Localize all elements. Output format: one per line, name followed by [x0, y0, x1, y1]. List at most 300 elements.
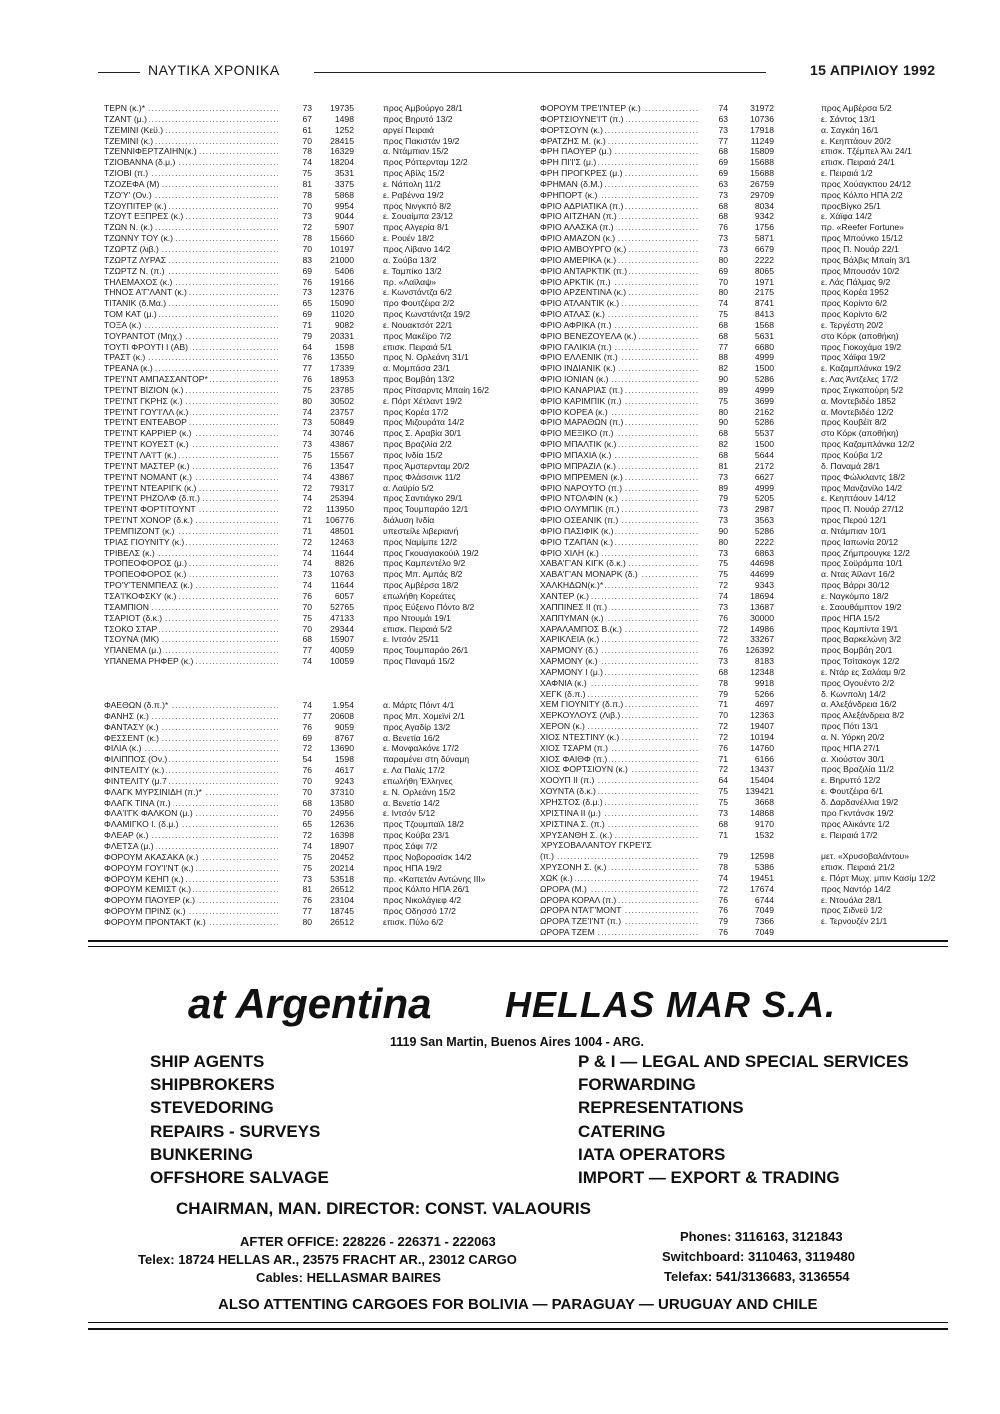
ship-name-cell	[540, 493, 698, 504]
tonnage: 8183	[754, 656, 774, 667]
voyage-status: επισκ. Πειραιά 24/1	[821, 157, 895, 168]
ship-name: ΤΖΟΥΤ ΕΞΠΡΕΣ (κ.)	[104, 211, 184, 222]
ship-name-cell	[104, 363, 278, 374]
build-year: 73	[718, 601, 728, 612]
tonnage: 17674	[750, 883, 774, 894]
tonnage: 8413	[754, 309, 774, 320]
ship-name: ΦΡΗ ΠΡΟΓΚΡΕΣ (μ.)	[540, 168, 623, 179]
ship-name: ΦΡΙΟ ΜΠΑΧΙΑ (κ.)	[540, 450, 612, 460]
build-year: 77	[302, 645, 312, 656]
tonnage: 33267	[750, 634, 774, 645]
ship-name-cell	[104, 222, 278, 233]
ship-name-cell	[104, 733, 278, 744]
tonnage: 18745	[330, 906, 354, 917]
voyage-status: πρ. «Reefer Fortune»	[821, 222, 904, 233]
tonnage: 2162	[754, 406, 774, 417]
tonnage: 2222	[754, 536, 774, 547]
tonnage: 25394	[330, 493, 354, 504]
ship-name: ΧΙΟΣ ΝΤΕΣΤΙΝΥ (κ.)	[540, 731, 620, 742]
tonnage: 11644	[330, 547, 354, 558]
ship-row	[540, 689, 991, 700]
build-year: 70	[302, 200, 312, 211]
ship-row	[540, 775, 991, 786]
ship-name-cell	[540, 331, 698, 342]
ship-name-cell	[104, 743, 278, 754]
ship-row	[540, 472, 991, 483]
ship-name-cell	[104, 428, 278, 439]
ship-name-cell	[540, 233, 698, 244]
tonnage: 5286	[754, 417, 774, 428]
voyage-status: προς Αλικάντε 1/2	[821, 818, 890, 829]
tonnage: 52765	[330, 601, 354, 612]
tonnage: 14986	[750, 623, 774, 634]
ship-row	[540, 721, 991, 732]
ship-name: ΧΙΟΣ ΦΟΡΤΣΙΟΥΝ (κ.)	[540, 764, 628, 775]
ship-name-cell	[540, 624, 698, 635]
build-year: 74	[718, 298, 728, 309]
tonnage: 23757	[330, 406, 354, 417]
ship-name: ΦΡΗΜΑΝ (δ.Μ.)	[540, 178, 603, 189]
build-year: 68	[718, 319, 728, 330]
issue-date: 15 ΑΠΡΙΛΙΟΥ 1992	[810, 62, 936, 78]
build-year: 69	[718, 168, 728, 179]
ship-name-cell	[540, 645, 698, 656]
ship-name: ΦΡΙΟ ΜΠΡΕΜΕΝ (κ.)	[540, 471, 623, 482]
build-year: 70	[718, 276, 728, 287]
voyage-status: προς Γκουαγιακούιλ 19/2	[383, 547, 479, 558]
tonnage: 30000	[750, 612, 774, 623]
ship-row	[540, 808, 991, 819]
build-year: 63	[718, 178, 728, 189]
ship-name: ΧΑΦΝΙΑ (κ.)	[540, 677, 587, 688]
voyage-status: προς Νικολάγιεφ 4/2	[383, 895, 462, 906]
ship-name: ΧΡΥΣΑΝΘΗ Σ. (κ.)	[540, 829, 613, 840]
build-year: 71	[718, 699, 728, 710]
tonnage: 10197	[330, 243, 354, 254]
tonnage: 15404	[750, 775, 774, 786]
ship-name: ΤΡΕ'Ι'ΝΤ ΚΑΡΡΙΕΡ (κ.)	[104, 428, 192, 439]
voyage-status: προ Ντουμάι 19/1	[383, 612, 451, 623]
ship-name: ΦΡΗΠΟΡΤ (κ.)	[540, 189, 598, 200]
voyage-status: ε. Ν. Ορλεάνη 15/2	[383, 786, 456, 797]
ship-row	[104, 591, 553, 602]
build-year: 74	[302, 493, 312, 504]
tonnage: 3375	[334, 178, 354, 189]
build-year: 74	[302, 428, 312, 439]
ship-name-cell	[104, 548, 278, 559]
tonnage: 23104	[330, 895, 354, 906]
ship-row	[540, 624, 991, 635]
ship-name-cell	[104, 352, 278, 363]
ship-name: ΤΡΕ'Ι'ΝΤ ΚΟΥΕΣΤ (κ.)	[104, 439, 189, 450]
ship-name-cell	[104, 776, 278, 787]
voyage-status: ε. Ραβέννα 19/2	[383, 189, 444, 200]
voyage-status: ε. Κωνστάντζα 6/2	[383, 287, 452, 298]
ship-name-cell	[104, 754, 278, 765]
voyage-status: προς Κούβα 23/1	[383, 830, 450, 841]
ship-name: ΦΙΛΙΑ (κ.)	[104, 743, 142, 754]
ship-name: ΤΡΟΠΕΟΦΟΡΟΣ (μ.)	[104, 558, 188, 569]
tonnage: 6057	[334, 590, 354, 601]
ship-name: ΤΡΟΠΕΟΦΟΡΟΣ (κ.)	[104, 569, 187, 580]
ship-name-cell	[540, 699, 698, 710]
tonnage: 40059	[330, 645, 354, 656]
ship-name: ΧΡΙΣΤΙΝΑ Σ. (π.)	[540, 818, 605, 829]
build-year: 74	[302, 580, 312, 591]
ship-row	[104, 580, 553, 591]
ship-row	[104, 537, 553, 548]
build-year: 88	[718, 352, 728, 363]
ship-row	[540, 537, 991, 548]
ship-name: ΧΟΥΝΤΑ (δ.κ.)	[540, 786, 596, 797]
ship-list-right	[540, 103, 991, 938]
ship-name: ΦΡΙΟ ΜΠΑΛΤΙΚ (κ.)	[540, 439, 617, 450]
tonnage: 1756	[754, 222, 774, 233]
ship-name-cell	[104, 483, 278, 494]
build-year: 81	[302, 884, 312, 895]
voyage-status: α. Μάρτς Πόιντ 4/1	[383, 700, 455, 710]
ship-name: ΧΑΡΜΟΝΥ (κ.)	[540, 656, 598, 667]
ship-name: ΦΙΝΤΕΛΙΤΥ (μ.7	[104, 775, 167, 786]
build-year: 80	[718, 406, 728, 417]
ship-row	[104, 754, 553, 765]
build-year: 74	[302, 547, 312, 558]
tonnage: 30502	[330, 395, 354, 406]
ship-name: ΧΡΙΣΤΙΝΑ ΙΙ (μ.)	[540, 807, 601, 818]
build-year: 71	[302, 319, 312, 330]
build-year: 68	[718, 211, 728, 222]
ship-row	[540, 819, 991, 830]
ship-name-cell	[104, 450, 278, 461]
ad-service-item: OFFSHORE SALVAGE	[150, 1167, 329, 1187]
ship-name: ΦΡΙΟ ΑΡΖΕΝΤΙΝΑ (κ.)	[540, 287, 627, 298]
ship-name-cell	[104, 819, 278, 830]
voyage-status: α. Μοντεβιδέο 1852	[821, 395, 896, 406]
ship-row	[104, 396, 553, 407]
ship-list-left-bottom	[104, 700, 553, 928]
tonnage: 5631	[754, 330, 774, 341]
ship-name: ΤΡΙΒΕΛΣ (κ.)	[104, 547, 155, 558]
ship-name: ΦΡΙΟ ΤΖΑΠΑΝ (κ.)	[540, 536, 614, 547]
ad-service-item: IMPORT — EXPORT & TRADING	[578, 1167, 840, 1187]
ship-row	[540, 277, 991, 288]
ad-service-item: BUNKERING	[150, 1144, 253, 1164]
ship-row	[104, 830, 553, 841]
voyage-status: δ. Κωνπολη 14/2	[821, 688, 886, 699]
build-year: 90	[718, 417, 728, 428]
ship-row	[540, 764, 991, 775]
tonnage: 1498	[334, 113, 354, 124]
ship-row	[104, 277, 553, 288]
tonnage: 10763	[330, 569, 354, 580]
build-year: 73	[718, 233, 728, 244]
build-year: 79	[718, 493, 728, 504]
ship-name-cell	[104, 722, 278, 733]
ship-name-cell	[104, 558, 278, 569]
voyage-status: προς Μπ. Αμπάς 8/2	[383, 569, 463, 580]
tonnage: 19451	[750, 872, 774, 883]
voyage-status: προς Άμστερνταμ 20/2	[383, 460, 470, 471]
ship-row	[104, 461, 553, 472]
tonnage: 20214	[330, 862, 354, 873]
build-year: 78	[718, 862, 728, 873]
ship-row	[104, 624, 553, 635]
voyage-status: προς Ιαπωνία 20/12	[821, 536, 899, 547]
tonnage: 2175	[754, 287, 774, 298]
ship-row	[104, 569, 553, 580]
voyage-status: προς Αγαδίρ 13/2	[383, 721, 451, 732]
ship-name: ΦΟΡΟΥΜ ΚΕΜΙΣΤ (κ.)	[104, 884, 192, 895]
ship-name: ΦΡΙΟ ΜΑΡΑΘΩΝ (π.)	[540, 417, 624, 428]
ship-row	[104, 906, 553, 917]
build-year: 70	[718, 710, 728, 721]
ship-name: ΤΖΕΝΝΙΦΕΡΤΖΑΙΗΝ(κ.)	[104, 146, 197, 157]
voyage-status: α. Μομπάσα 23/1	[383, 363, 450, 374]
ship-name: ΤΡΟ'Υ'ΤΕΝΜΠΕΛΣ (κ.)	[104, 580, 193, 591]
ship-name: ΦΙΝΤΕΛΙΤΥ (κ.)	[104, 765, 165, 776]
tonnage: 5406	[334, 265, 354, 276]
voyage-status: προς Ναμίμπε 12/2	[383, 536, 457, 547]
tonnage: 9044	[334, 211, 354, 222]
ad-switchboard: Switchboard: 3110463, 3119480	[662, 1249, 855, 1264]
build-year: 70	[302, 775, 312, 786]
ship-row	[104, 309, 553, 320]
tonnage: 26512	[330, 884, 354, 895]
ship-name: ΦΡΗ ΠΑΟΥΕΡ (μ.)	[540, 146, 612, 157]
ship-row	[104, 808, 553, 819]
voyage-status: προς Τουμπαράο 26/1	[383, 645, 469, 656]
ship-name: ΦΡΙΟ ΑΝΤΑΡΚΤΙΚ (π.)	[540, 265, 628, 276]
ship-name: ΦΡΙΟ ΧΙΛΗ (κ.)	[540, 547, 599, 558]
voyage-status: προς Ν. Ορλεάνη 31/1	[383, 352, 469, 363]
ship-name-cell	[104, 787, 278, 798]
header-rule-center	[314, 72, 766, 73]
ship-name-cell	[540, 591, 698, 602]
ship-row	[104, 298, 553, 309]
ship-name: ΦΡΙΟ ΑΤΛΑΝΤΙΚ (κ.)	[540, 298, 620, 309]
ship-row	[104, 602, 553, 613]
ad-also-attending: ALSO ATTENTING CARGOES FOR BOLIVIA — PARAGUAY — URUGUAY AND CHILE	[218, 1296, 818, 1313]
build-year: 70	[302, 601, 312, 612]
tonnage: 5205	[754, 493, 774, 504]
tonnage: 1532	[754, 829, 774, 840]
voyage-status: ε. Ιντσόν 25/11	[383, 634, 440, 645]
tonnage: 10736	[750, 113, 774, 124]
ship-name: ΦΕΣΣΕΝΤ (κ.)	[104, 732, 160, 743]
ship-name-cell	[540, 298, 698, 309]
ship-name: ΧΙΟΣ ΤΣΑΡΜ (π.)	[540, 742, 608, 753]
build-year: 72	[718, 764, 728, 775]
tonnage: 6627	[754, 471, 774, 482]
tonnage: 8034	[754, 200, 774, 211]
tonnage: 13547	[330, 460, 354, 471]
ship-name: ΧΕΡΚΟΥΛΟΥΣ (Λιβ.)	[540, 710, 621, 721]
voyage-status: προς Φώλκλαντς 18/2	[821, 471, 906, 482]
build-year: 80	[302, 916, 312, 927]
ship-name-cell	[104, 103, 278, 114]
build-year: 72	[718, 721, 728, 732]
ship-row	[540, 645, 991, 656]
ship-name: ΤΖΟ'Υ' (Ον.)	[104, 189, 152, 200]
voyage-status: ε. Νουακτσότ 22/1	[383, 319, 453, 330]
ship-name: ΦΟΡΟΥΜ ΚΕΗΠ (κ.)	[104, 873, 184, 884]
voyage-status: προς Βομβάη 20/1	[821, 645, 893, 656]
tonnage: 4999	[754, 384, 774, 395]
build-year: 69	[302, 265, 312, 276]
build-year: 75	[718, 309, 728, 320]
ship-name: ΤΡΕ'Ι'ΝΤ ΒΙΖΙΟΝ (κ.)	[104, 384, 184, 395]
ship-name: ΦΡΙΟ ΑΦΡΙΚΑ (π.)	[540, 319, 612, 330]
ship-name-cell	[540, 569, 698, 580]
ship-row	[540, 569, 991, 580]
ship-row	[104, 331, 553, 342]
ad-service-item: CATERING	[578, 1121, 666, 1141]
build-year: 73	[718, 189, 728, 200]
ship-name-cell	[540, 461, 698, 472]
voyage-status: προς Κουβέϊτ 8/2	[821, 417, 887, 428]
ship-row	[104, 776, 553, 787]
build-year: 75	[302, 851, 312, 862]
ship-name-cell	[540, 916, 698, 927]
ad-phones: Phones: 3116163, 3121843	[680, 1229, 843, 1244]
voyage-status: προς Καμπεντέλο 9/2	[383, 558, 466, 569]
ship-row	[104, 244, 553, 255]
ship-row	[104, 874, 553, 885]
build-year: 82	[718, 439, 728, 450]
voyage-status: δ. Παναμά 28/1	[821, 460, 881, 471]
build-year: 64	[718, 775, 728, 786]
tonnage: 15567	[330, 450, 354, 460]
ship-row	[540, 407, 991, 418]
ship-row	[540, 222, 991, 233]
build-year: 74	[302, 406, 312, 417]
voyage-status: ε. Τεργέστη 20/2	[821, 319, 884, 330]
build-year: 74	[302, 558, 312, 569]
tonnage: 12348	[750, 666, 774, 677]
voyage-status: επωλήθη Κορεάτες	[383, 590, 456, 601]
voyage-status: προς Καμπίντα 19/1	[821, 623, 899, 634]
ship-name: ΦΡΙΟ ΠΑΣΙΦΙΚ (κ.)	[540, 525, 614, 536]
ship-name-cell	[104, 852, 278, 863]
ship-name: ΧΑΠΠΙΝΕΣ ΙΙ (π.)	[540, 601, 608, 612]
build-year: 73	[302, 439, 312, 450]
tonnage: 113950	[325, 504, 354, 515]
ship-name-cell	[104, 114, 278, 125]
build-year: 75	[302, 862, 312, 873]
ship-name: ΧΕΡΟΝ (κ.)	[540, 721, 585, 732]
voyage-status: προς Αμβούργο 28/1	[383, 103, 463, 113]
voyage-status: α. Αλεξάνδρεια 16/2	[821, 699, 897, 710]
voyage-status: προς Σάφι 7/2	[383, 840, 438, 851]
build-year: 80	[718, 254, 728, 265]
voyage-status: προς Νοβοροσίσκ 14/2	[383, 851, 472, 862]
ship-row	[104, 798, 553, 809]
ship-row	[540, 754, 991, 765]
build-year: 78	[718, 677, 728, 688]
ship-row	[104, 125, 553, 136]
build-year: 75	[718, 558, 728, 569]
ship-name-continued: ΧΡΥΣΟΒΑΛΑΝΤΟΥ ΓΚΡΕ'Ι'Σ	[541, 840, 652, 851]
ship-row	[104, 711, 553, 722]
build-year: 73	[302, 211, 312, 222]
build-year: 64	[302, 341, 312, 352]
ship-name-cell	[540, 320, 698, 331]
tonnage: 9342	[754, 211, 774, 222]
ship-name-cell	[104, 385, 278, 396]
ship-name-cell	[104, 309, 278, 320]
voyage-status: ε. Πόρτ Χέτλαντ 19/2	[383, 395, 463, 406]
voyage-status: ε. Καζαμπλάνκα 19/2	[821, 363, 901, 374]
build-year: 78	[302, 189, 312, 200]
ad-service-item: STEVEDORING	[150, 1098, 274, 1118]
tonnage: 13550	[330, 352, 354, 363]
ship-row	[104, 450, 553, 461]
ship-name-cell	[104, 179, 278, 190]
ad-service-item: P & I — LEGAL AND SPECIAL SERVICES	[578, 1052, 909, 1071]
build-year: 83	[302, 254, 312, 265]
ship-name-cell	[540, 396, 698, 407]
voyage-status: προς Χούαγκπου 24/12	[821, 178, 912, 189]
ship-name-cell	[104, 515, 278, 526]
ship-row	[104, 917, 553, 928]
ship-name-cell	[540, 450, 698, 461]
build-year: 76	[302, 765, 312, 776]
voyage-status: προς Σοϋράμπα 10/1	[821, 558, 903, 569]
ad-telex: Telex: 18724 HELLAS AR., 23575 FRACHT AR., 23012 CARGO	[138, 1252, 517, 1267]
build-year: 76	[302, 374, 312, 385]
ship-name-cell	[540, 504, 698, 515]
voyage-status: προςΒίγκο 25/1	[821, 200, 881, 211]
tonnage: 6744	[754, 894, 774, 905]
ship-name: ΤΙΤΑΝΙΚ (δ.Μα.)	[104, 298, 167, 309]
build-year: 69	[302, 732, 312, 743]
voyage-status: προς Μακέϊρο 7/2	[383, 330, 452, 341]
ship-name: ΦΛΑΓΚ ΤΙΝΑ (π.)	[104, 797, 171, 808]
tonnage: 139421	[745, 786, 774, 797]
ship-name-cell	[104, 211, 278, 222]
ship-row	[104, 136, 553, 147]
ship-name: ΦΡΙΟ ΙΟΝΙΑΝ (κ.)	[540, 374, 609, 385]
ship-row	[104, 733, 553, 744]
ship-name: ΦΡΙΟ ΚΟΡΕΑ (κ.)	[540, 406, 608, 417]
build-year: 75	[302, 450, 312, 460]
tonnage: 5868	[334, 189, 354, 200]
tonnage: 106776	[325, 515, 354, 526]
ship-name-cell	[540, 862, 698, 873]
ship-name-cell	[540, 515, 698, 526]
tonnage: 18694	[750, 590, 774, 601]
tonnage: 7049	[754, 905, 774, 916]
tonnage: 5266	[754, 688, 774, 699]
ship-name: ΤΖΩΡΤΖ (λιβ.)	[104, 243, 159, 254]
ship-name-cell	[104, 407, 278, 418]
ship-name-cell	[540, 146, 698, 157]
build-year: 80	[718, 287, 728, 298]
ship-name: ΦΡΙΟ ΜΠΡΑΖΙΛ (κ.)	[540, 460, 616, 471]
ship-name: ΤΖΟΥΠΙΤΕΡ (κ.)	[104, 200, 167, 211]
voyage-status: ε. Ταμπίκο 13/2	[383, 265, 442, 276]
ship-name-cell	[540, 439, 698, 450]
ad-chairman: CHAIRMAN, MAN. DIRECTOR: CONST. VALAOURIS	[176, 1199, 591, 1218]
ship-row	[104, 320, 553, 331]
voyage-status: προς Κορέα 17/2	[383, 406, 449, 417]
ship-name-cell	[540, 168, 698, 179]
build-year: 65	[302, 298, 312, 309]
ship-row	[540, 201, 991, 212]
tonnage: 15688	[750, 157, 774, 168]
ship-name: ΦΡΙΟ ΜΕΞΙΚΟ (π.)	[540, 428, 614, 439]
ship-name: ΤΖΕΜΙΝΙ (Κεϋ.)	[104, 124, 164, 135]
